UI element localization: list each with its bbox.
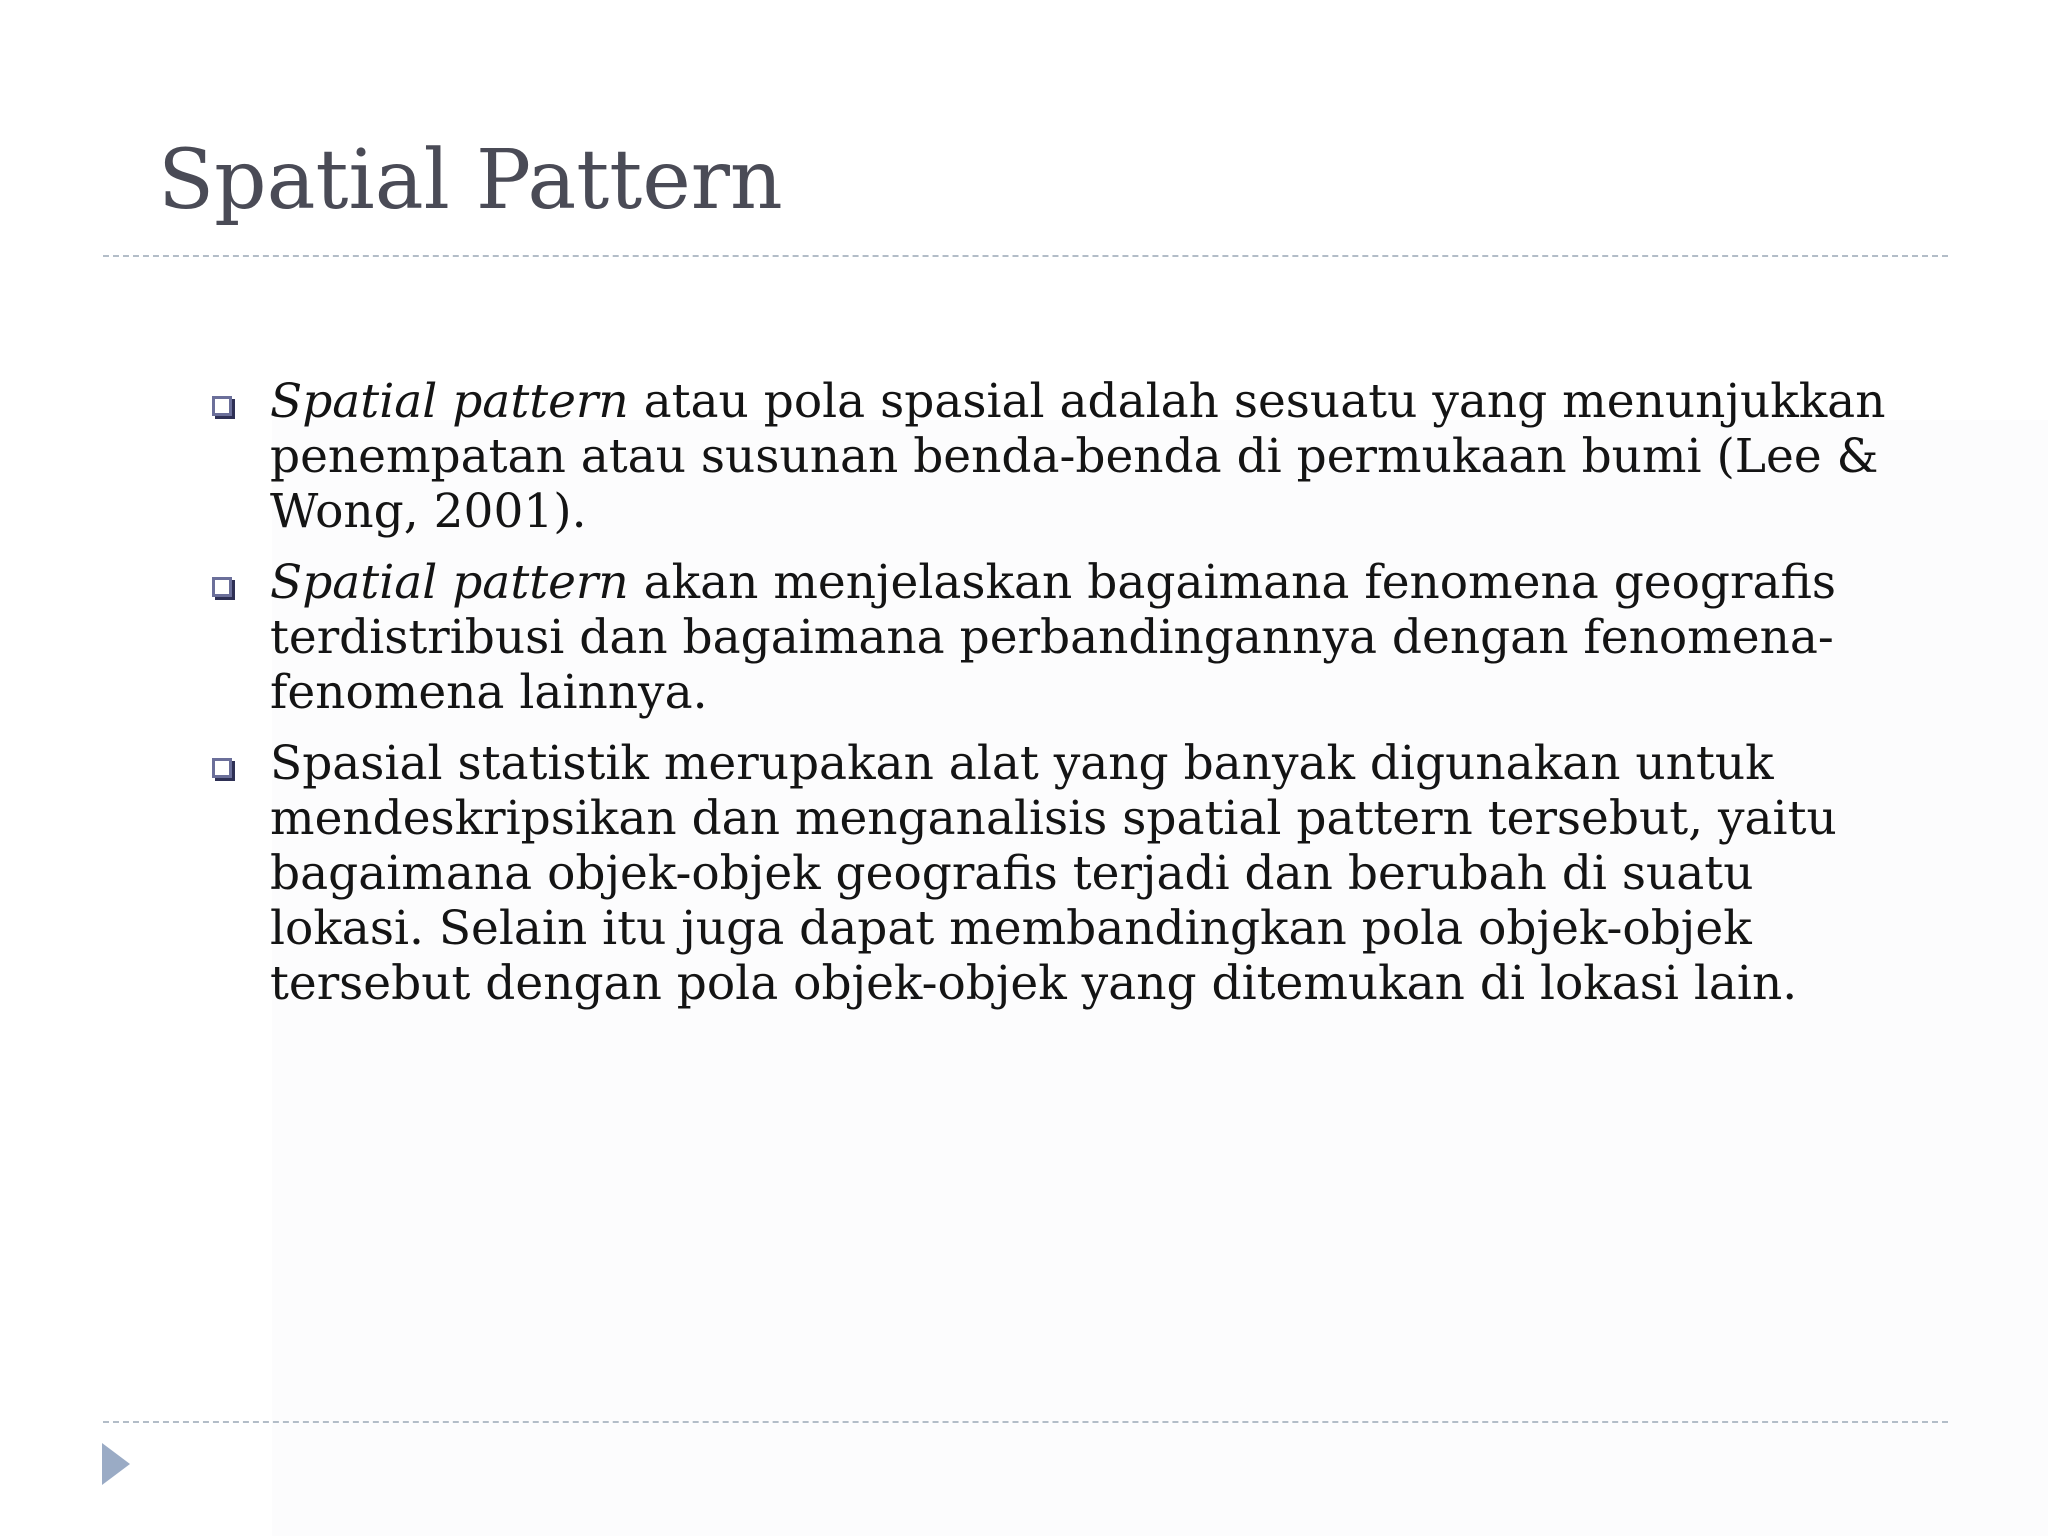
bullet-term: Spatial pattern <box>270 555 629 610</box>
bullet-item <box>204 374 1904 539</box>
title-divider <box>103 255 1948 257</box>
bullet-text: Spasial statistik merupakan alat yang banyak digunakan untuk mendeskripsikan dan menganalisis spatial pattern tersebut, yaitu bagaimana objek-objek geografis terjadi dan berubah di suatu lokasi. Selain itu juga dapat membandingkan pola objek-objek tersebut dengan pola objek-objek yang ditemukan di lokasi lain. <box>270 736 1837 1011</box>
bullet-term: Spatial pattern <box>270 374 629 429</box>
bullet-text: atau pola spasial adalah sesuatu yang menunjukkan penempatan atau susunan benda-benda di permukaan bumi (Lee & Wong, 2001). <box>270 374 1886 539</box>
footer-divider <box>103 1421 1948 1423</box>
bullet-list <box>204 374 1904 1027</box>
square-bullet-icon <box>212 758 232 778</box>
slide-title: Spatial Pattern <box>158 133 783 228</box>
bullet-item <box>204 736 1904 1011</box>
bullet-item <box>204 555 1904 720</box>
next-slide-arrow-icon[interactable] <box>102 1443 130 1485</box>
bullet-text: akan menjelaskan bagaimana fenomena geografis terdistribusi dan bagaimana perbandingannya dengan fenomena-fenomena lainnya. <box>270 555 1836 720</box>
square-bullet-icon <box>212 396 232 416</box>
square-bullet-icon <box>212 577 232 597</box>
